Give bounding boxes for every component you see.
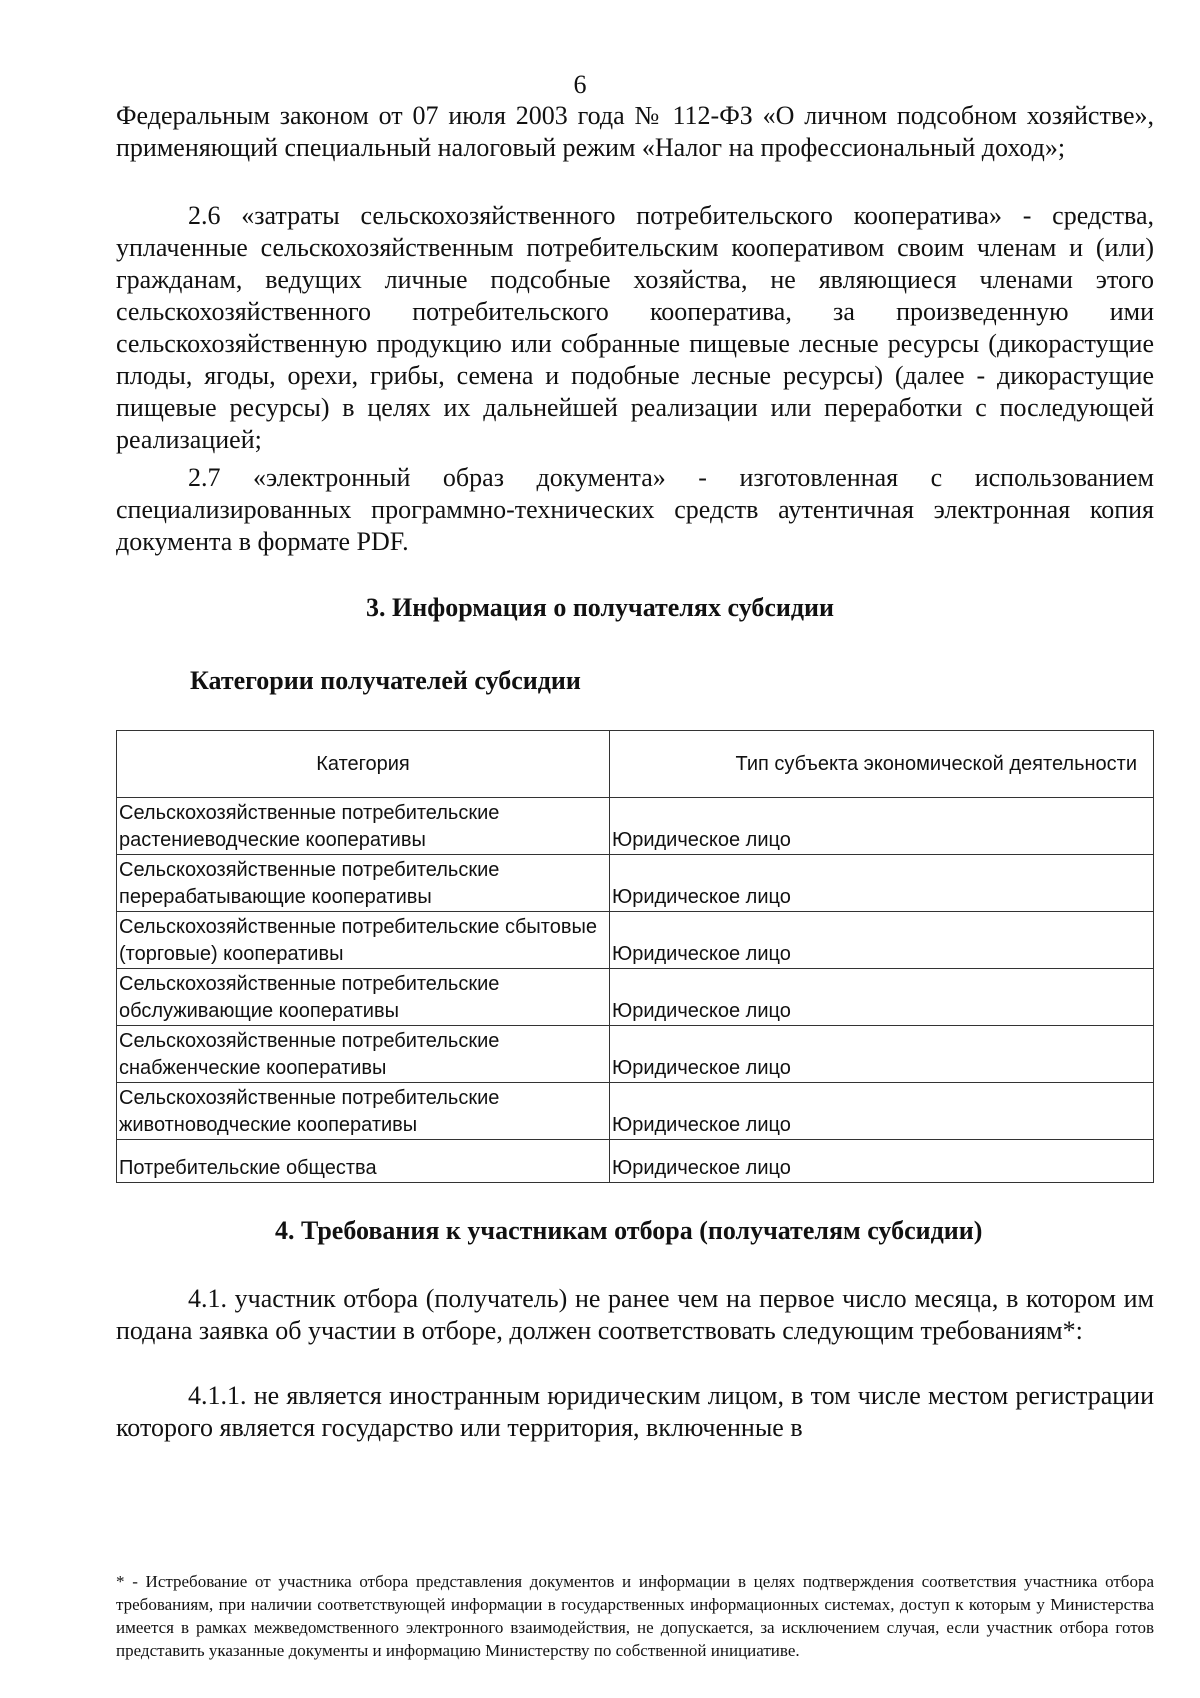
cell-type: Юридическое лицо [610, 798, 1154, 855]
table-row [117, 855, 1154, 912]
cell-type: Юридическое лицо [610, 1140, 1154, 1183]
page-number: 6 [573, 70, 587, 99]
cell-category: Сельскохозяйственные потребительские растениеводческие кооперативы [117, 798, 610, 855]
paragraph-text: 2.6 «затраты сельскохозяйственного потребительского кооператива» - средства, уплаченные сельскохозяйственным потребительским кооперативом своим членам и (или) гражданам, ведущих личные подсобные хозяйства, не являющиеся членами этого сельскохозяйственного потребительского кооператива, за произведенную ими сельскохозяйственную продукцию или собранные пищевые лесные ресурсы (дикорастущие плоды, ягоды, орехи, грибы, семена и подобные лесные ресурсы) (далее - дикорастущие пищевые ресурсы) в целях их дальнейшей реализации или переработки с последующей реализацией; [116, 201, 1154, 454]
cell-type: Юридическое лицо [610, 912, 1154, 969]
table-row [117, 969, 1154, 1026]
cell-type: Юридическое лицо [610, 1026, 1154, 1083]
table-row [117, 798, 1154, 855]
paragraph-text: 2.7 «электронный образ документа» - изготовленная с использованием специализированных программно-технических средств аутентичная электронная копия документа в формате PDF. [116, 463, 1154, 556]
paragraph-4-1 [116, 1283, 1154, 1347]
footnote: * - Истребование от участника отбора представления документов и информации в целях подтверждения соответствия участника отбора требованиям, при наличии соответствующей информации в государственных информационных системах, доступ к которым у Министерства имеется в рамках межведомственного электронного взаимодействия, не допускается, за исключением случая, если участник отбора готов представить указанные документы и информацию Министерству по собственной инициативе. [116, 1572, 1154, 1660]
section-3-heading: 3. Информация о получателях субсидии [366, 593, 834, 622]
paragraph-federal-law [116, 100, 1154, 164]
paragraph-text: 4.1.1. не является иностранным юридическим лицом, в том числе местом регистрации которого является государство или территория, включенные в [116, 1381, 1154, 1442]
paragraph-text: Федеральным законом от 07 июля 2003 года № 112-ФЗ «О личном подсобном хозяйстве», применяющий специальный налоговый режим «Налог на профессиональный доход»; [116, 101, 1154, 162]
categories-subheading: Категории получателей субсидии [190, 666, 581, 695]
table-row [117, 1140, 1154, 1183]
section-4-heading: 4. Требования к участникам отбора (получателям субсидии) [275, 1216, 983, 1245]
cell-category: Сельскохозяйственные потребительские перерабатывающие кооперативы [117, 855, 610, 912]
table-row [117, 912, 1154, 969]
column-header-category: Категория [117, 731, 610, 798]
paragraph-text: 4.1. участник отбора (получатель) не ранее чем на первое число месяца, в котором им подана заявка об участии в отборе, должен соответствовать следующим требованиям*: [116, 1284, 1154, 1345]
cell-type: Юридическое лицо [610, 969, 1154, 1026]
table-row [117, 1083, 1154, 1140]
cell-type: Юридическое лицо [610, 1083, 1154, 1140]
table-row [117, 1026, 1154, 1083]
cell-category: Потребительские общества [117, 1140, 610, 1183]
cell-category: Сельскохозяйственные потребительские животноводческие кооперативы [117, 1083, 610, 1140]
cell-category: Сельскохозяйственные потребительские обслуживающие кооперативы [117, 969, 610, 1026]
cell-category: Сельскохозяйственные потребительские снабженческие кооперативы [117, 1026, 610, 1083]
cell-type: Юридическое лицо [610, 855, 1154, 912]
paragraph-4-1-1 [116, 1380, 1154, 1444]
cell-category: Сельскохозяйственные потребительские сбытовые (торговые) кооперативы [117, 912, 610, 969]
paragraph-2-7 [116, 462, 1154, 558]
categories-table [116, 730, 1154, 1183]
column-header-type: Тип субъекта экономической деятельности [610, 731, 1154, 798]
table-header-row [117, 731, 1154, 798]
paragraph-2-6 [116, 200, 1154, 456]
